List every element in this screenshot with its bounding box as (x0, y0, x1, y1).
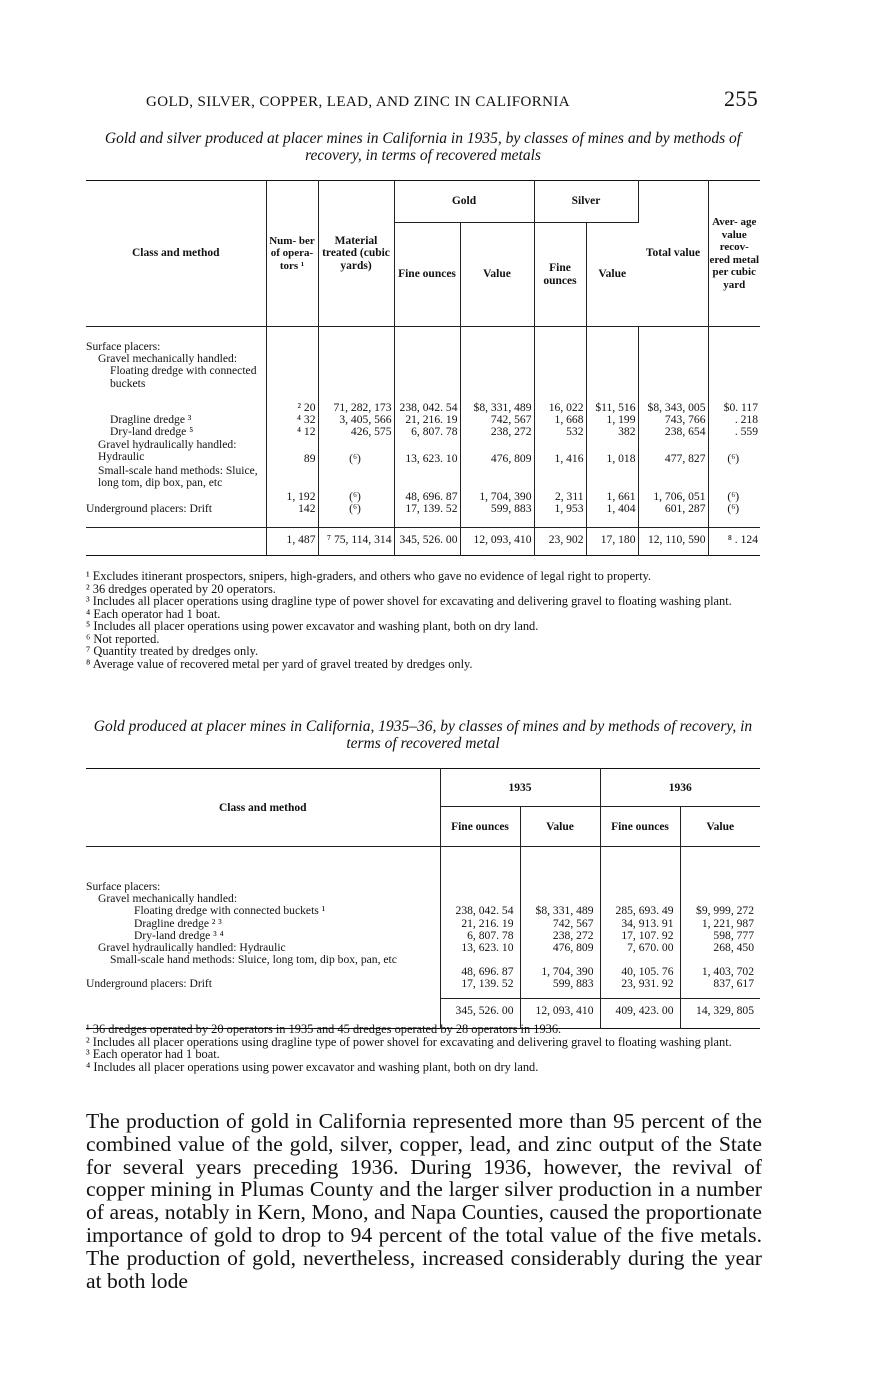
col-class-method: Class and method (86, 769, 440, 847)
cell: ² 20 (266, 327, 318, 415)
body-paragraph: The production of gold in California represented more than 95 percent of the combined value of the gold, silver, copper, lead, and zinc output of the State for several years preceding 1936. During 1936, however, the revival of copper mining in Plumas County and the larger silver production in a number of areas, notably in Kern, Mono, and Napa Counties, caused the proportionate importance of gold to drop to 94 percent of the total value of the five metals. The production of gold, nevertheless, increased considerably during the year at both lode (86, 1109, 762, 1293)
cell: 34, 913. 91 (600, 918, 680, 930)
cell: 1, 018 (586, 439, 638, 465)
col-silver: Silver (534, 181, 638, 223)
cell: 238, 272 (460, 426, 534, 438)
table2-footnotes (86, 1023, 762, 1073)
total-row (86, 528, 760, 556)
cell: 742, 567 (520, 918, 600, 930)
cell: 17, 139. 52 (394, 503, 460, 528)
cell: 598, 777 (713, 928, 754, 942)
cell: 21, 216. 19 (440, 918, 520, 930)
cell: 48, 696. 87 (440, 954, 520, 978)
cell: (⁶) (727, 451, 740, 465)
footnote: ³ Each operator had 1 boat. (86, 1047, 220, 1061)
cell: 742, 567 (460, 414, 534, 426)
table-gold-silver-1935 (86, 180, 760, 556)
cell: 837, 617 (713, 977, 754, 991)
cell: ⁷ 75, 114, 314 (318, 528, 394, 556)
col-1935: 1935 (440, 769, 600, 807)
total-label (86, 528, 266, 556)
cell: 285, 693. 49 (600, 847, 680, 918)
cell: (⁶) (318, 465, 394, 503)
table1-footnotes (86, 570, 762, 670)
cell: 601, 287 (638, 503, 708, 528)
cell: 40, 105. 76 (600, 954, 680, 978)
cell: ⁴ 12 (266, 426, 318, 438)
footnote: ¹ 36 dredges operated by 20 operators in 1935 and 45 dredges operated by 28 operators in 1936. (86, 1022, 562, 1036)
row-label-floating: Floating dredge with connected buckets ¹ (134, 904, 326, 918)
footnote: ⁵ Includes all placer operations using power excavator and washing plant, both on dry land. (86, 619, 539, 633)
cell: 1, 661 (586, 465, 638, 503)
cell: 6, 807. 78 (440, 930, 520, 942)
cell: 1, 403, 702 (701, 965, 754, 979)
table1-caption: Gold and silver produced at placer mines in California in 1935, by classes of mines and by methods of recovery, in terms of recovered metals (104, 130, 742, 164)
cell: 1, 404 (586, 503, 638, 528)
table-row (86, 327, 760, 415)
running-title: GOLD, SILVER, COPPER, LEAD, AND ZINC IN CALIFORNIA (146, 94, 571, 110)
cell: 743, 766 (638, 414, 708, 426)
cell: 238, 654 (638, 426, 708, 438)
cell: 238, 042. 54 (440, 847, 520, 918)
cell: . 218 (734, 413, 758, 427)
row-label-underground: Underground placers: Drift (86, 978, 440, 998)
footnote: ¹ Excludes itinerant prospectors, snipers, high-graders, and others who gave no evidence of legal right to property. (86, 569, 652, 583)
cell: (⁶) (727, 489, 740, 503)
table2-caption: Gold produced at placer mines in California, 1935–36, by classes of mines and by methods of recovery, in terms of recovered metal (93, 718, 753, 752)
cell: 6, 807. 78 (394, 426, 460, 438)
cell: 3, 405, 566 (318, 414, 394, 426)
cell: 1, 221, 987 (701, 916, 754, 930)
row-label-dryland: Dry-land dredge ⁵ (86, 426, 266, 438)
page-number: 255 (724, 86, 759, 111)
cell: (⁶) (318, 439, 394, 465)
footnote: ⁷ Quantity treated by dredges only. (86, 644, 259, 658)
cell: . 559 (734, 425, 758, 439)
cell: 12, 093, 410 (520, 999, 600, 1029)
table-gold-1935-36 (86, 768, 760, 1029)
cell: 89 (266, 439, 318, 465)
cell: 476, 809 (520, 942, 600, 954)
cell: 409, 423. 00 (600, 999, 680, 1029)
cell: 17, 107. 92 (600, 930, 680, 942)
col-1936-fine-ounces: Fine ounces (600, 807, 680, 847)
cell: 1, 668 (534, 414, 586, 426)
cell: 1, 704, 390 (520, 954, 600, 978)
cell: 13, 623. 10 (394, 439, 460, 465)
cell: $8, 331, 489 (460, 327, 534, 415)
cell: $8, 343, 005 (638, 327, 708, 415)
cell: 532 (534, 426, 586, 438)
cell: 2, 311 (534, 465, 586, 503)
col-1935-value: Value (520, 807, 600, 847)
cell: 477, 827 (638, 439, 708, 465)
cell: 238, 042. 54 (394, 327, 460, 415)
row-label-gravel-hydr: Gravel hydraulically handled: Hydraulic (86, 439, 266, 465)
cell: ⁸ . 124 (708, 528, 760, 556)
table-row (86, 978, 760, 998)
cell: 21, 216. 19 (394, 414, 460, 426)
col-material: Material treated (cubic yards) (318, 181, 394, 327)
col-total-value: Total value (638, 181, 708, 327)
cell: 12, 110, 590 (638, 528, 708, 556)
col-gold: Gold (394, 181, 534, 223)
cell: ⁴ 32 (266, 414, 318, 426)
footnote: ⁸ Average value of recovered metal per yard of gravel treated by dredges only. (86, 656, 473, 671)
cell: 1, 706, 051 (638, 465, 708, 503)
col-class-method: Class and method (86, 181, 266, 327)
row-label-dryland: Dry-land dredge ³ ⁴ (86, 930, 440, 942)
row-label-dragline: Dragline dredge ³ (86, 414, 266, 426)
cell: 1, 199 (586, 414, 638, 426)
footnote: ² 36 dredges operated by 20 operators. (86, 581, 276, 596)
cell: 268, 450 (713, 941, 754, 955)
cell: 599, 883 (520, 978, 600, 998)
footnote: ⁶ Not reported. (86, 631, 160, 646)
row-label-small-scale: Small-scale hand methods: Sluice, long tom, dip box, pan, etc (86, 465, 266, 503)
cell: 1, 487 (266, 528, 318, 556)
cell: $8, 331, 489 (520, 847, 600, 918)
table-row (86, 426, 760, 438)
table-row (86, 465, 760, 503)
table-row (86, 503, 760, 528)
table-row (86, 954, 760, 978)
cell: 14, 329, 805 (680, 999, 760, 1029)
cell: $0. 117 (723, 401, 758, 414)
row-label-gravel-mech: Gravel mechanically handled: (98, 352, 238, 366)
cell: 17, 139. 52 (440, 978, 520, 998)
row-label-gravel-hydr: Gravel hydraulically handled: Hydraulic (86, 942, 440, 954)
cell: 13, 623. 10 (440, 942, 520, 954)
table-row (86, 918, 760, 930)
cell: 71, 282, 173 (318, 327, 394, 415)
footnote: ³ Includes all placer operations using dragline type of power shovel for excavating and delivering gravel to floating washing plant. (86, 594, 732, 608)
row-label-floating: Floating dredge with connected buckets (110, 364, 257, 390)
footnote: ⁴ Each operator had 1 boat. (86, 606, 221, 621)
cell: 1, 192 (266, 465, 318, 503)
cell: 382 (586, 426, 638, 438)
cell: 476, 809 (460, 439, 534, 465)
cell: 238, 272 (520, 930, 600, 942)
cell: 1, 953 (534, 503, 586, 528)
table-row (86, 439, 760, 465)
cell: 48, 696. 87 (394, 465, 460, 503)
cell: 426, 575 (318, 426, 394, 438)
cell: 1, 416 (534, 439, 586, 465)
cell: 345, 526. 00 (394, 528, 460, 556)
cell: 23, 931. 92 (600, 978, 680, 998)
col-gold-fine-ounces: Fine ounces (394, 223, 460, 327)
footnote: ⁴ Includes all placer operations using power excavator and washing plant, both on dry land. (86, 1059, 539, 1074)
cell: 16, 022 (534, 327, 586, 415)
col-silver-value: Value (586, 223, 638, 327)
row-label-dragline: Dragline dredge ² ³ (86, 918, 440, 930)
cell: 599, 883 (460, 503, 534, 528)
cell: (⁶) (318, 503, 394, 528)
row-label-surface: Surface placers: (86, 340, 161, 353)
cell: 142 (266, 503, 318, 528)
col-operators: Num- ber of opera- tors ¹ (266, 181, 318, 327)
row-label-small-scale: Small-scale hand methods: Sluice, long tom, dip box, pan, etc (86, 954, 440, 978)
col-1936: 1936 (600, 769, 760, 807)
col-gold-value: Value (460, 223, 534, 327)
table-row (86, 847, 760, 918)
footnote: ² Includes all placer operations using dragline type of power shovel for excavating and delivering gravel to floating washing plant. (86, 1034, 732, 1049)
col-1935-fine-ounces: Fine ounces (440, 807, 520, 847)
cell: 345, 526. 00 (440, 999, 520, 1029)
cell: (⁶) (727, 502, 740, 516)
col-avg-value: Aver- age value recov- ered metal per cubic yard (708, 181, 760, 327)
cell: 7, 670. 00 (600, 942, 680, 954)
col-1936-value: Value (680, 807, 760, 847)
cell: 23, 902 (534, 528, 586, 556)
row-label-gravel-mech: Gravel mechanically handled: (98, 892, 238, 906)
row-label-underground: Underground placers: Drift (86, 503, 266, 528)
cell: $9, 999, 272 (696, 904, 754, 917)
cell: 17, 180 (586, 528, 638, 556)
cell: 1, 704, 390 (460, 465, 534, 503)
row-label-surface: Surface placers: (86, 880, 161, 893)
col-silver-fine-ounces: Fine ounces (534, 223, 586, 327)
cell: 12, 093, 410 (460, 528, 534, 556)
cell: $11, 516 (586, 327, 638, 415)
